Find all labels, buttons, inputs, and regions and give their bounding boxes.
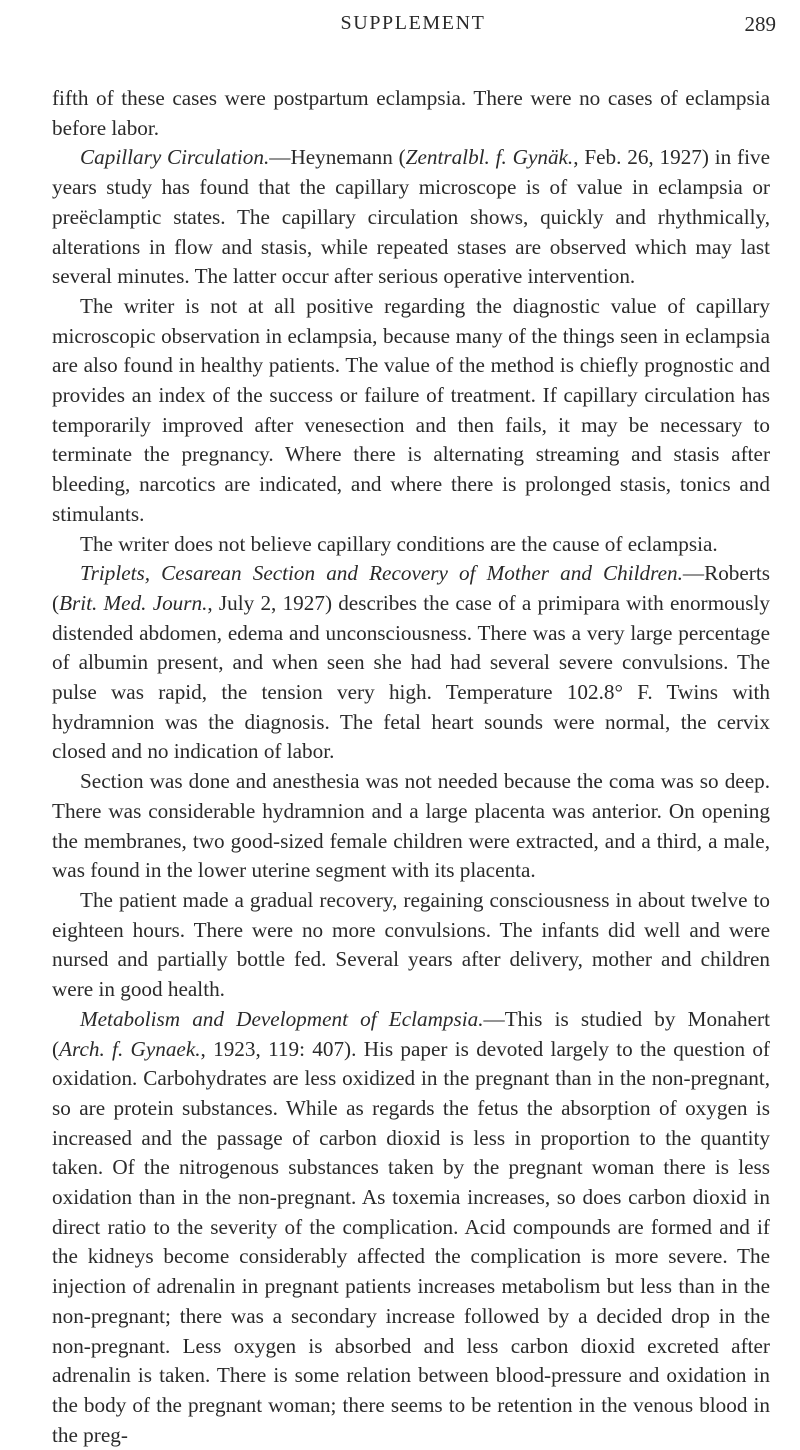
journal-citation: Zentralbl. f. Gynäk. [405,145,574,170]
paragraph-capillary-cause [52,530,770,560]
heading-dash: —Heynemann ( [269,145,406,170]
paragraph-triplets [52,559,770,767]
journal-citation: Arch. f. Gynaek. [59,1036,201,1061]
paragraph-text: , July 2, 1927) describes the case of a primipara with enormously distended abdomen, edema and unconsciousness. There was a very large percentage of albumin present, and when seen she had had several severe convulsions. The pulse was rapid, the tension very high. Temperature 102.8° F. Twins with hydramnion was the diagnosis. The fetal heart sounds were normal, the cervix closed and no indication of labor. [52,590,770,764]
paragraph-section [52,767,770,886]
paragraph-capillary-value [52,292,770,530]
running-head: SUPPLEMENT [340,12,486,34]
section-heading: Metabolism and Development of Eclampsia. [80,1006,484,1031]
paragraph-capillary-circulation [52,143,770,292]
paragraph-text: The patient made a gradual recovery, regaining consciousness in about twelve to eighteen hours. There were no more convulsions. The infants did well and were nursed and partially bottle fed. Several years after delivery, mother and children were in good health. [52,887,770,1002]
paragraph-text: The writer does not believe capillary conditions are the cause of eclampsia. [80,531,718,556]
section-heading: Triplets, Cesarean Section and Recovery of Mother and Children. [80,561,683,586]
paragraph-postpartum [52,84,770,143]
paragraph-text: fifth of these cases were postpartum eclampsia. There were no cases of eclampsia before labor. [52,86,770,140]
paragraph-text: , Feb. 26, 1927) in five years study has found that the capillary microscope is of value in eclampsia or preëclamptic states. The capillary circulation shows, quickly and rhythmically, alterations in flow and stasis, while repeated stases are observed which may last several minutes. The latter occur after serious operative intervention. [52,145,770,289]
page-number: 289 [744,12,776,36]
heading-dash: —Roberts ( [52,561,770,615]
heading-dash: —This is studied by Monahert ( [52,1006,770,1061]
body-text [52,84,770,1450]
journal-citation: Brit. Med. Journ. [59,590,208,615]
page-header [50,12,776,48]
section-heading: Capillary Circulation. [80,145,270,170]
paragraph-text: Section was done and anesthesia was not needed because the coma was so deep. There was considerable hydramnion and a large placenta was anterior. On opening the membranes, two good-sized female children were extracted, and a third, a male, was found in the lower uterine segment with its placenta. [52,769,770,883]
paragraph-recovery [52,886,770,1005]
paragraph-metabolism [52,1005,770,1450]
paragraph-text: The writer is not at all positive regarding the diagnostic value of capillary microscopic observation in eclampsia, because many of the things seen in eclampsia are also found in healthy patients. The value of the method is chiefly prognostic and provides an index of the success or failure of treatment. If capillary circulation has temporarily improved after venesection and then fails, it may be necessary to terminate the pregnancy. Where there is alternating streaming and stasis after bleeding, narcotics are indicated, and where there is prolonged stasis, tonics and stimulants. [52,293,770,526]
paragraph-text: , 1923, 119: 407). His paper is devoted largely to the question of oxidation. Carbohydrates are less oxidized in the pregnant than in the non-pregnant, so are protein substances. While as regards the fetus the absorption of oxygen is increased and the passage of carbon dioxid is less in proportion to the quantity taken. Of the nitrogenous substances taken by the pregnant woman there is less oxidation than in the non-pregnant. As toxemia increases, so does carbon dioxid in direct ratio to the severity of the complication. Acid compounds are formed and if the kidneys become considerably affected the complication is more severe. The injection of adrenalin in pregnant patients increases metabolism but less than in the non-pregnant; there was a secondary increase followed by a decided drop in the non-pregnant. Less oxygen is absorbed and less carbon dioxid excreted after adrenalin is taken. There is some relation between blood-pressure and oxidation in the body of the pregnant woman; there seems to be retention in the venous blood in the preg- [52,1036,770,1447]
